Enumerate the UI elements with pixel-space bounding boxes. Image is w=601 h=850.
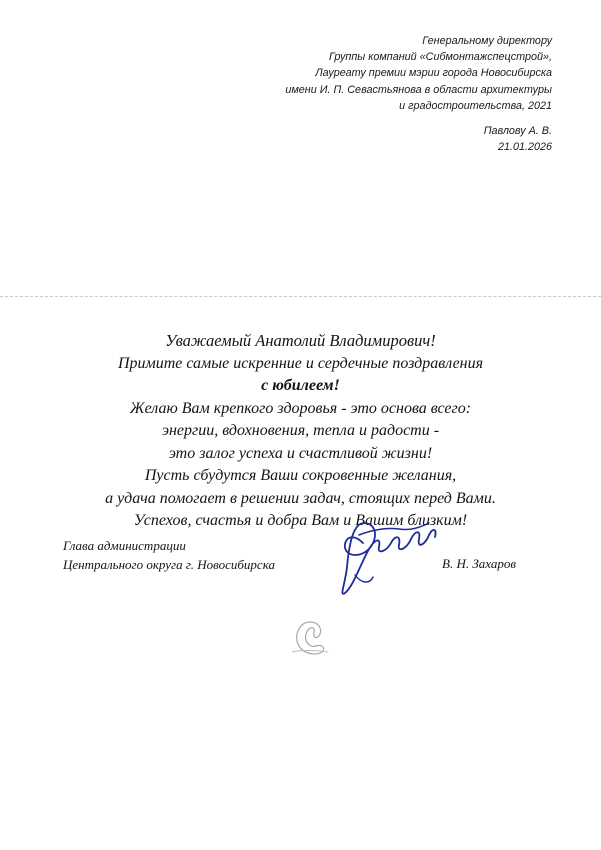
greeting-body xyxy=(40,330,561,533)
recipient-line: Генеральному директору xyxy=(422,35,552,47)
body-line: Успехов, счастья и добра Вам и Вашим близким! xyxy=(133,512,468,529)
body-line: Пусть сбудутся Ваши сокровенные желания, xyxy=(144,467,457,484)
recipient-line: Лауреату премии мэрии города Новосибирска xyxy=(315,67,552,80)
recipient-line: Группы компаний «Сибмонтажспецстрой», xyxy=(328,51,552,64)
body-line: Примите самые искренние и сердечные поздравления xyxy=(117,354,484,372)
greeting-salutation: Уважаемый Анатолий Владимирович! xyxy=(165,331,436,350)
recipient-block xyxy=(192,33,552,114)
handwritten-signature xyxy=(325,505,440,600)
body-line: это залог успеха и счастливой жизни! xyxy=(168,444,433,462)
recipient-line: и градостроительства, 2021 xyxy=(399,99,552,112)
recipient-name: Павлову А. В. xyxy=(483,125,552,137)
signer-title xyxy=(63,537,275,574)
fold-divider xyxy=(0,296,601,297)
body-line: а удача помогает в решении задач, стоящих перед Вами. xyxy=(105,489,496,507)
signer-title-line: Глава администрации xyxy=(63,538,186,553)
letter-date: 21.01.2026 xyxy=(497,141,552,153)
body-line: энергии, вдохновения, тепла и радости - xyxy=(161,422,440,439)
signer-name: В. Н. Захаров xyxy=(442,556,517,571)
faint-stamp-mark xyxy=(286,612,332,656)
body-line-jubilee: с юбилеем! xyxy=(261,377,340,394)
body-line: Желаю Вам крепкого здоровья - это основа всего: xyxy=(129,399,472,417)
signer-title-line: Центрального округа г. Новосибирска xyxy=(63,556,275,572)
addressee-block xyxy=(484,123,552,155)
recipient-line: имени И. П. Севастьянова в области архитектуры xyxy=(285,83,552,96)
